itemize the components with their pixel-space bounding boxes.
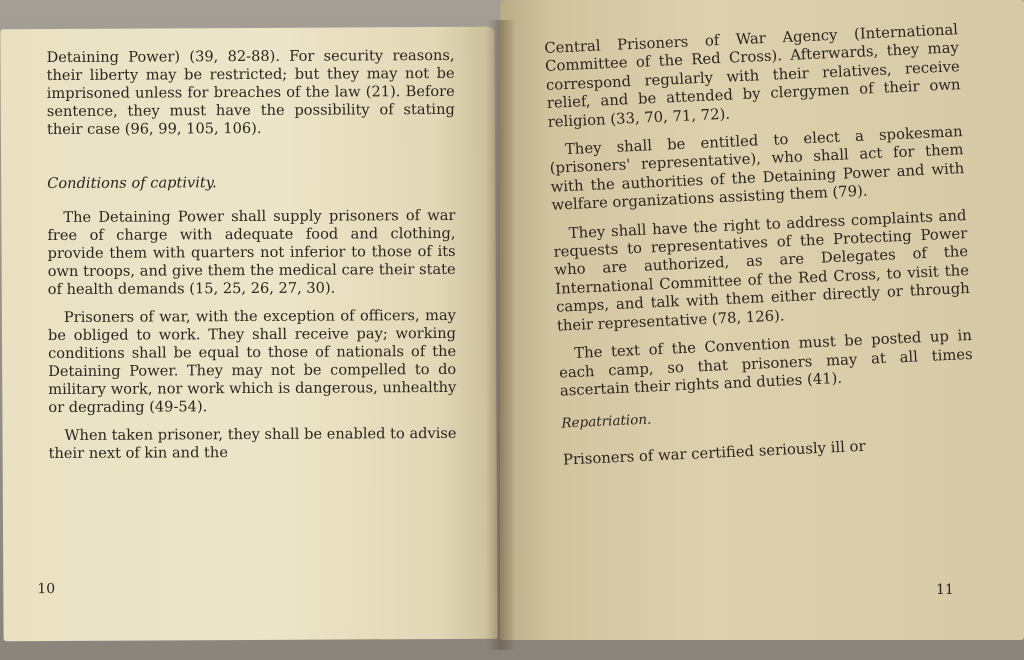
page-number-right: 11 [936, 582, 954, 598]
section-heading-conditions: Conditions of captivity. [47, 174, 217, 193]
left-text-column [47, 47, 457, 473]
left-page [0, 27, 497, 642]
right-paragraph-2: They shall be entitled to elect a spokesman (prisoners' representative), who shall act for them with the authorities of the Detaining Power and with welfare organizations assisting them (79). [549, 123, 965, 215]
page-number-left: 10 [37, 581, 56, 598]
section-heading-repatriation: Repatriation. [561, 411, 652, 432]
right-page [500, 0, 1024, 640]
right-text-column [544, 21, 978, 479]
right-paragraph-3: They shall have the right to address complaints and requests to representatives of the Protecting Power who are authorized, as are Delegates of the International Committee of the Red Cross, to visit the camps, and talk with them either directly or through their representative (78, 126). [553, 206, 971, 335]
right-paragraph-5: Prisoners of war certified seriously ill or [562, 437, 866, 469]
right-paragraph-1: Central Prisoners of War Agency (International Committee of the Red Cross). Afterwards, they may correspond regularly with their relatives, receive relief, and be attended by clergymen of their own religion (33, 70, 71, 72). [544, 21, 961, 131]
left-paragraph-2: The Detaining Power shall supply prisoners of war free of charge with adequate food and clothing, provide them with quarters not inferior to those of its own troops, and give them the medical care their state of health demands (15, 25, 26, 27, 30). [47, 206, 456, 299]
left-paragraph-3: Prisoners of war, with the exception of officers, may be obliged to work. They shall receive pay; working conditions shall be equal to those of nationals of the Detaining Power. They may not be compelled to do military work, nor work which is dangerous, unhealthy or degrading (49-54). [47, 306, 457, 417]
book-gutter [486, 20, 516, 650]
right-paragraph-4: The text of the Convention must be posted up in each camp, so that prisoners may at all times ascertain their rights and duties (41). [558, 326, 974, 400]
left-paragraph-4: When taken prisoner, they shall be enabled to advise their next of kin and the [48, 424, 457, 463]
left-paragraph-1: Detaining Power) (39, 82-88). For security reasons, their liberty may be restricted; but they may not be imprisoned unless for breaches of the law (21). Before sentence, they must have the possibility of stating their case (96, 99, 105, 106). [46, 46, 455, 139]
